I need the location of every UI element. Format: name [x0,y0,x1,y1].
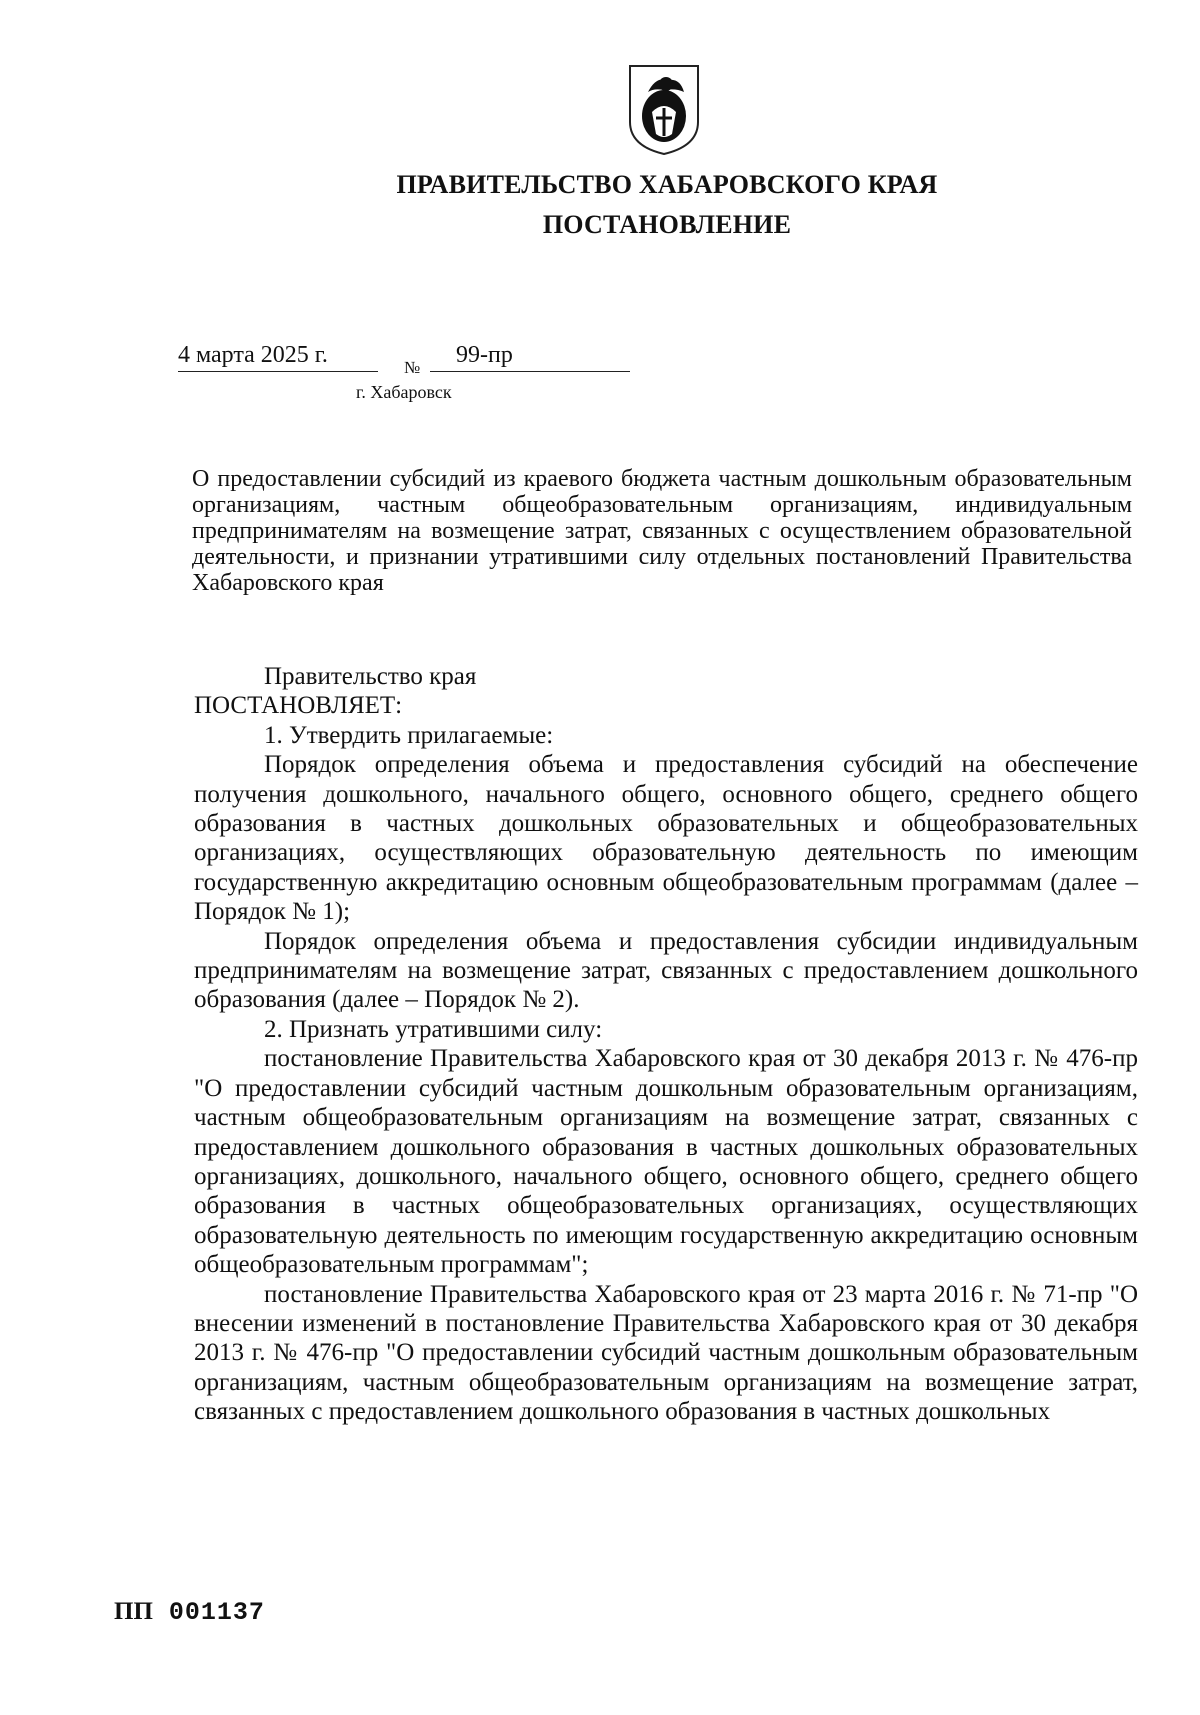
document-subject: О предоставлении субсидий из краевого бюджета частным дошкольным образовательным организациям, частным общеобразовательным организациям, индивидуальным предпринимателям на возмещение затрат, связанных с осуществлением образовательной деятельности, и признании утратившими силу отдельных постановлений Правительства Хабаровского края [192,466,1132,596]
document-number: 99-пр [430,342,630,372]
form-series: ПП [114,1598,153,1625]
body-intro: Правительство края [264,663,477,690]
body-paragraph-1: 1. Утвердить прилагаемые: [264,721,554,749]
khabarovsk-coat-of-arms-icon [626,62,702,158]
body-paragraph-2: 2. Признать утратившими силу: [264,1015,603,1043]
body-paragraph-2a: постановление Правительства Хабаровского края от 30 декабря 2013 г. № 476-пр "О предоставлении субсидий частным дошкольным образовательным организациям, частным общеобразовательным организациям на возмещение затрат, связанных с предоставлением дошкольного образования в частных дошкольных образовательных организациях, дошкольного, начального общего, основного общего, среднего общего образования в частных общеобразовательных организациях, осуществляющих образовательную деятельность по имеющим государственную аккредитацию основным общеобразовательным программам"; [194,1045,1138,1279]
document-body [194,662,1138,1427]
document-city: г. Хабаровск [356,382,452,402]
number-sign: № [404,358,421,377]
document-date: 4 марта 2025 г. [178,342,378,372]
form-serial-number [114,1598,265,1627]
document-type: ПОСТАНОВЛЕНИЕ [542,210,792,239]
body-paragraph-2b: постановление Правительства Хабаровского края от 23 марта 2016 г. № 71-пр "О внесении изменений в постановление Правительства Хабаровского края от 30 декабря 2013 г. № 476-пр "О предоставлении субсидий частным дошкольным образовательным организациям, частным общеобразовательным организациям на возмещение затрат, связанных с предоставлением дошкольного образования в частных дошкольных [194,1280,1138,1426]
organization-title: ПРАВИТЕЛЬСТВО ХАБАРОВСКОГО КРАЯ [396,170,938,199]
body-paragraph-1b: Порядок определения объема и предоставления субсидии индивидуальным предпринимателям на возмещение затрат, связанных с предоставлением дошкольного образования (далее – Порядок № 2). [194,927,1138,1014]
form-serial: 001137 [168,1598,265,1627]
body-resolves: ПОСТАНОВЛЯЕТ: [194,692,403,720]
body-paragraph-1a: Порядок определения объема и предоставления субсидий на обеспечение получения дошкольного, начального общего, основного общего, среднего общего образования в частных дошкольных образовательных и общеобразовательных организациях, осуществляющих образовательную деятельность по имеющим государственную аккредитацию основным общеобразовательным программам (далее – Порядок № 1); [194,751,1138,926]
